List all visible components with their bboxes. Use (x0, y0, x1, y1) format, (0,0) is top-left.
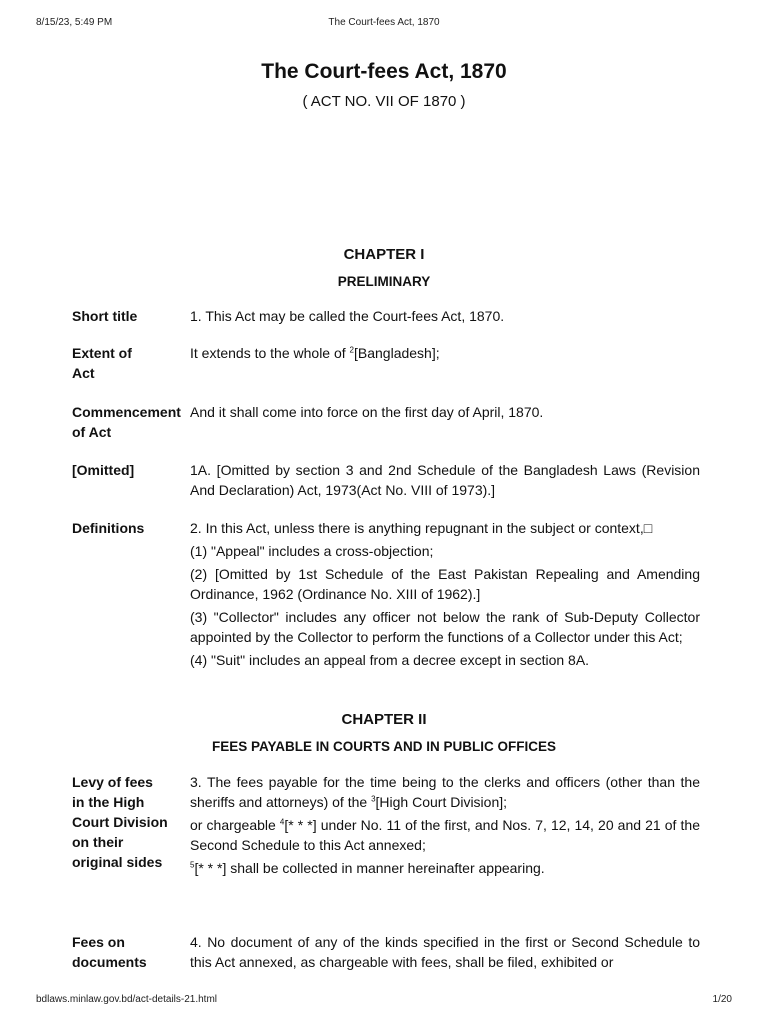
definition-paragraph: 2. In this Act, unless there is anything repugnant in the subject or context,□ (190, 520, 653, 536)
chapter-2-subheading: FEES PAYABLE IN COURTS AND IN PUBLIC OFFICES (211, 739, 557, 754)
act-title: The Court-fees Act, 1870 (261, 60, 507, 83)
section-label: Commencement of Act (72, 404, 181, 440)
definition-paragraph: (4) "Suit" includes an appeal from a decree except in section 8A. (190, 652, 590, 668)
section-text: 1. This Act may be called the Court-fees Act, 1870. (190, 308, 505, 324)
act-number: ( ACT NO. VII OF 1870 ) (302, 93, 466, 110)
section-paragraph: or chargeable $^4$[* * *] under No. 11 of the first, and Nos. 7, 12, 14, 20 and 21 of the Second Schedule to this Act annexed; (190, 817, 700, 853)
footnote-ref[interactable]: 4 (279, 817, 285, 827)
section-text: It extends to the whole of $^2$[Bangladesh]; (190, 345, 440, 361)
chapter-2-heading: CHAPTER II (341, 711, 427, 728)
page-number: 1/20 (712, 994, 732, 1005)
print-footer (0, 994, 768, 1008)
page-url[interactable]: bdlaws.minlaw.gov.bd/act-details-21.html (36, 994, 218, 1005)
footnote-ref[interactable]: 3 (371, 794, 376, 804)
footnote-ref[interactable]: 5 (190, 860, 195, 870)
definition-paragraph: (1) "Appeal" includes a cross-objection; (190, 543, 434, 559)
section-text (190, 518, 700, 673)
section-label: [Omitted] (72, 462, 135, 478)
footnote-ref[interactable]: 2 (349, 345, 354, 355)
section-text (190, 772, 700, 881)
section-paragraph: 3. The fees payable for the time being to the clerks and officers (other than the sheriffs and attorneys) of the $^3$[High Court Division]; (190, 774, 700, 810)
definition-paragraph: (3) "Collector" includes any officer not below the rank of Sub-Deputy Collector appointed by the Collector to perform the functions of a Collector under this Act; (190, 609, 700, 645)
chapter-1-heading: CHAPTER I (343, 246, 425, 263)
section-text: 4. No document of any of the kinds specified in the first or Second Schedule to this Act annexed, as chargeable with fees, shall be filed, exhibited or (190, 934, 700, 970)
section-label: Extent of Act (72, 345, 132, 381)
section-text: 1A. [Omitted by section 3 and 2nd Schedule of the Bangladesh Laws (Revision And Declaration) Act, 1973(Act No. VIII of 1973).] (190, 462, 700, 498)
section-text: And it shall come into force on the first day of April, 1870. (190, 404, 544, 420)
definition-paragraph: (2) [Omitted by 1st Schedule of the East Pakistan Repealing and Amending Ordinance, 1962 (Ordinance No. XIII of 1962).] (190, 566, 700, 602)
section-label: Fees on documents (72, 934, 147, 970)
print-header (0, 17, 768, 31)
print-page-title: The Court-fees Act, 1870 (328, 17, 440, 28)
section-paragraph: $^5$[* * *] shall be collected in manner hereinafter appearing. (190, 860, 545, 876)
section-label: Short title (72, 308, 138, 324)
section-label: Definitions (72, 520, 145, 536)
print-datetime: 8/15/23, 5:49 PM (36, 17, 113, 28)
section-label: Levy of fees in the High Court Division on their original sides (72, 774, 168, 870)
chapter-1-subheading: PRELIMINARY (337, 274, 431, 289)
